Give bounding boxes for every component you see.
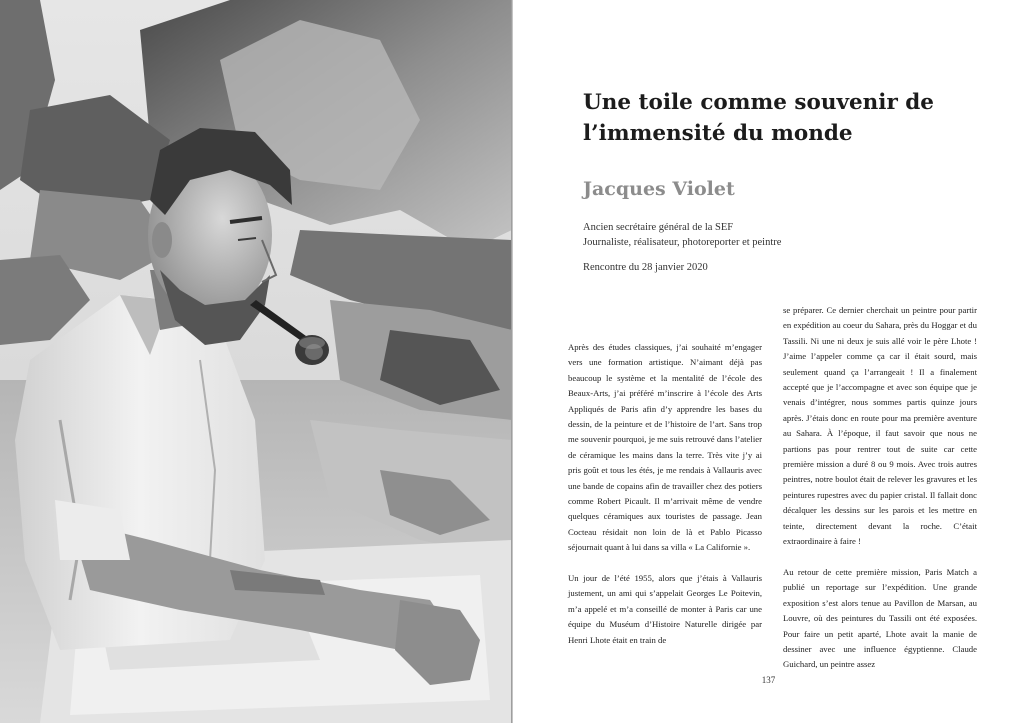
author-name: Jacques Violet xyxy=(583,178,735,200)
paragraph: se préparer. Ce dernier cherchait un peintre pour partir en expédition au coeur du Sahara, près du Hoggar et du Tassili. Ni une ni deux je suis allé voir le père Lhote ! J’aime l’appeler comme ça car il était sourd, mais seulement quand ça l’arrangeait ! Il a finalement accepté que je l’accompagne et avec son équipe que je venais d’intégrer, nous sommes partis quinze jours après. J’étais donc en route pour ma première aventure au Sahara. À l’époque, il faut savoir que nous ne partions pas pour rentrer tout de suite car cette première mission a duré 8 ou 9 mois. Avec trois autres peintres, notre boulot était de relever les gravures et les peintures rupestres avec du papier cristal. Il fallait donc décalquer les dessins sur les parois et les mettre en teinte, directement devant la roche. C’était extraordinaire à faire ! xyxy=(783,305,977,547)
meeting-date: Rencontre du 28 janvier 2020 xyxy=(583,262,708,273)
paragraph: Au retour de cette première mission, Paris Match a publié un reportage sur l’expédition. Une grande exposition s’est alors tenue au Pavillon de Marsan, au Louvre, où des peintures du Tassili ont été exposées. Pour faire un petit aparté, Lhote avait la manie de dessiner avec une influence égyptienne. Claude Guichard, un peintre assez xyxy=(783,566,977,670)
body-column-right xyxy=(783,303,977,673)
body-column-left xyxy=(568,340,762,648)
author-roles xyxy=(583,220,781,250)
author-role: Ancien secrétaire général de la SEF xyxy=(583,222,734,233)
paragraph: Après des études classiques, j’ai souhaité m’engager vers une formation artistique. N’aimant déjà pas beaucoup le système et la mentalité de l’école des Beaux-Arts, j’ai préféré m’inscrire à l’école des Arts Appliqués de Paris afin d’y apprendre les bases du dessin, de la peinture et de l’histoire de l’art. Sans trop me souvenir pourquoi, je me suis retrouvé dans l’atelier de céramique les mains dans la terre. Très vite j’y ai pris goût et tous les étés, je me rendais à Vallauris avec une bande de copains afin de travailler chez des potiers comme Robert Picault. Il m’arrivait même de vendre quelques céramiques aux touristes de passage. Jean Cocteau résidait non loin de là et Pablo Picasso séjournait quant à lui dans sa villa « La Californie ». xyxy=(568,342,762,553)
paragraph: Un jour de l’été 1955, alors que j’étais à Vallauris justement, un ami qui s’appelait Georges Le Poitevin, m’a appelé et m’a conseillé de monter à Paris car une équipe du Muséum d’Histoire Naturelle dirigée par Henri Lhote était en train de xyxy=(568,573,762,645)
article-page xyxy=(513,0,1024,723)
author-role: Journaliste, réalisateur, photoreporter et peintre xyxy=(583,237,782,248)
page-number: 137 xyxy=(761,675,776,685)
article-title: Une toile comme souvenir de l’immensité du monde xyxy=(583,90,934,146)
